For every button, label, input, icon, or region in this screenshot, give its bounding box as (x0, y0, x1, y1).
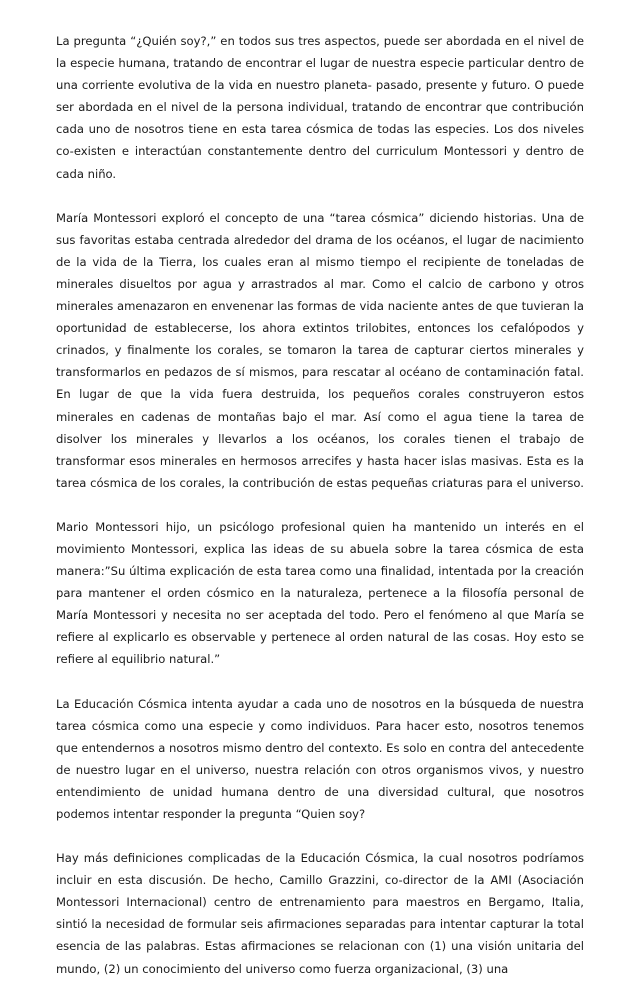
paragraph-1: La pregunta “¿Quién soy?,” en todos sus tres aspectos, puede ser abordada en el nivel de la especie humana, tratando de encontrar el lugar de nuestra especie particular dentro de una corriente evolutiva de la vida en nuestro planeta- pasado, presente y futuro. O puede ser abordada en el nivel de la persona individual, tratando de encontrar que contribución cada uno de nosotros tiene en esta tarea cósmica de todas las especies. Los dos niveles co-existen e interactúan constantemente dentro del curriculum Montessori y dentro de cada niño. (56, 34, 584, 181)
paragraph-3: Mario Montessori hijo, un psicólogo profesional quien ha mantenido un interés en el movimiento Montessori, explica las ideas de su abuela sobre la tarea cósmica de esta manera:”Su última explicación de esta tarea como una finalidad, intentada por la creación para mantener el orden cósmico en la naturaleza, pertenece a la filosofía personal de María Montessori y necesita no ser aceptada del todo. Pero el fenómeno al que María se refiere al explicarlo es observable y pertenece al orden natural de las cosas. Hoy esto se refiere al equilibrio natural.” (56, 519, 584, 667)
paragraph-5: Hay más definiciones complicadas de la Educación Cósmica, la cual nosotros podríamos incluir en esta discusión. De hecho, Camillo Grazzini, co-director de la AMI (Asociación Montessori Internacional) centro de entrenamiento para maestros en Bergamo, Italia, sintió la necesidad de formular seis afirmaciones separadas para intentar capturar la total esencia de las palabras. Estas afirmaciones se relacionan con (1) una visión unitaria del mundo, (2) un conocimiento del universo como fuerza organizacional, (3) una (56, 851, 584, 976)
paragraph-4: La Educación Cósmica intenta ayudar a cada uno de nosotros en la búsqueda de nuestra tarea cósmica como una especie y como individuos. Para hacer esto, nosotros tenemos que entendernos a nosotros mismo dentro del contexto. Es solo en contra del antecedente de nuestro lugar en el universo, nuestra relación con otros organismos vivos, y nuestro entendimiento de unidad humana dentro de una diversidad cultural, que nosotros podemos intentar responder la pregunta “Quien soy? (56, 696, 584, 821)
document-body (56, 30, 584, 1002)
paragraph-2: María Montessori exploró el concepto de una “tarea cósmica” diciendo historias. Una de sus favoritas estaba centrada alrededor del drama de los océanos, el lugar de nacimiento de la vida de la Tierra, los cuales eran al mismo tiempo el recipiente de toneladas de minerales disueltos por agua y arrastrados al mar. Como el calcio de carbono y otros minerales amenazaron en envenenar las formas de vida naciente antes de que tuvieran la oportunidad de establecerse, los ahora extintos trilobites, entonces los cefalópodos y crinados, y finalmente los corales, se tomaron la tarea de capturar ciertos minerales y transformarlos en pedazos de sí mismos, para rescatar al océano de contaminación fatal. En lugar de que la vida fuera destruida, los pequeños corales construyeron estos minerales en cadenas de montañas bajo el mar. Así como el agua tiene la tarea de disolver los minerales y llevarlos a los océanos, los corales tienen el trabajo de transformar esos minerales en hermosos arrecifes y hasta hacer islas masivas. Esta es la tarea cósmica de los corales, la contribución de estas pequeñas criaturas para el universo. (56, 210, 584, 490)
